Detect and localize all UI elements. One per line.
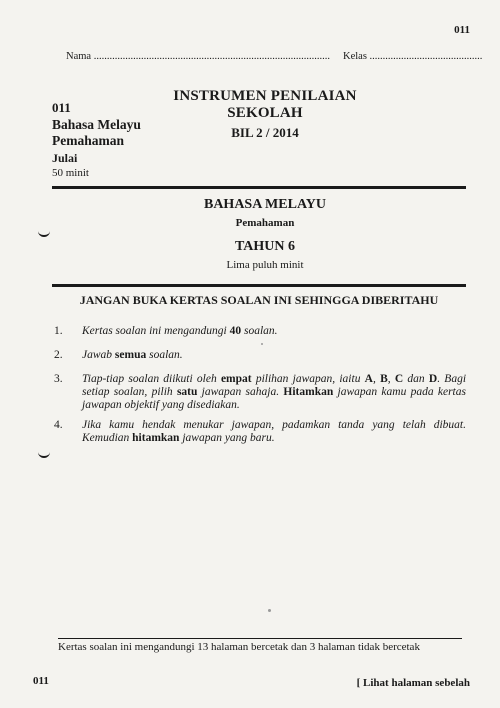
instruction-number: 1.	[54, 325, 63, 337]
subject-name: Bahasa Melayu	[52, 117, 141, 132]
page-count-note: Kertas soalan ini mengandungi 13 halaman bercetak dan 3 halaman tidak bercetak	[58, 641, 420, 653]
class-field-label: Kelas ...........................................	[343, 51, 483, 62]
paper-code-top: 011	[454, 24, 470, 36]
paper-name: Pemahaman	[52, 133, 124, 148]
paper-info-block	[52, 100, 141, 179]
instruction-text: Jika kamu hendak menukar jawapan, padamkan tanda yang telah dibuat. Kemudian hitamkan jawapan yang baru.	[82, 419, 466, 444]
divider-footer	[58, 638, 462, 639]
exam-month: Julai	[52, 151, 78, 165]
title-line-2: BIL 2 / 2014	[231, 125, 299, 140]
paper-heading: Pemahaman	[235, 217, 295, 229]
instruction-text: Kertas soalan ini mengandungi 40 soalan.	[82, 325, 278, 337]
name-field-label: Nama ..........................................................................................	[66, 51, 330, 62]
instruction-number: 2.	[54, 349, 63, 361]
title-line-1: INSTRUMEN PENILAIAN SEKOLAH	[173, 88, 357, 121]
dust-speck	[268, 609, 271, 612]
paper-code-bottom: 011	[33, 675, 49, 687]
instruction-text: Tiap-tiap soalan diikuti oleh empat pilihan jawapan, iaitu A, B, C dan D. Bagi setiap soalan, pilih satu jawapan sahaja. Hitamkan jawapan kamu pada kertas jawapan objektif yang disediakan.	[82, 373, 467, 411]
year-heading: TAHUN 6	[234, 239, 296, 254]
dust-speck	[261, 343, 263, 345]
document-title	[140, 88, 390, 141]
warning-text: JANGAN BUKA KERTAS SOALAN INI SEHINGGA DIBERITAHU	[79, 293, 439, 307]
exam-duration: 50 minit	[52, 167, 89, 179]
paper-code: 011	[52, 100, 71, 115]
divider-top	[52, 186, 466, 189]
subject-heading-block	[140, 197, 390, 271]
divider-middle	[52, 284, 466, 287]
subject-heading: BAHASA MELAYU	[203, 197, 326, 212]
instruction-number: 4.	[54, 419, 63, 431]
instruction-text: Jawab semua soalan.	[82, 349, 183, 361]
instruction-number: 3.	[54, 373, 63, 385]
next-page-note: [ Lihat halaman sebelah	[356, 677, 470, 689]
duration-words: Lima puluh minit	[226, 259, 304, 271]
pencil-mark	[38, 450, 50, 458]
pencil-mark	[38, 229, 50, 237]
